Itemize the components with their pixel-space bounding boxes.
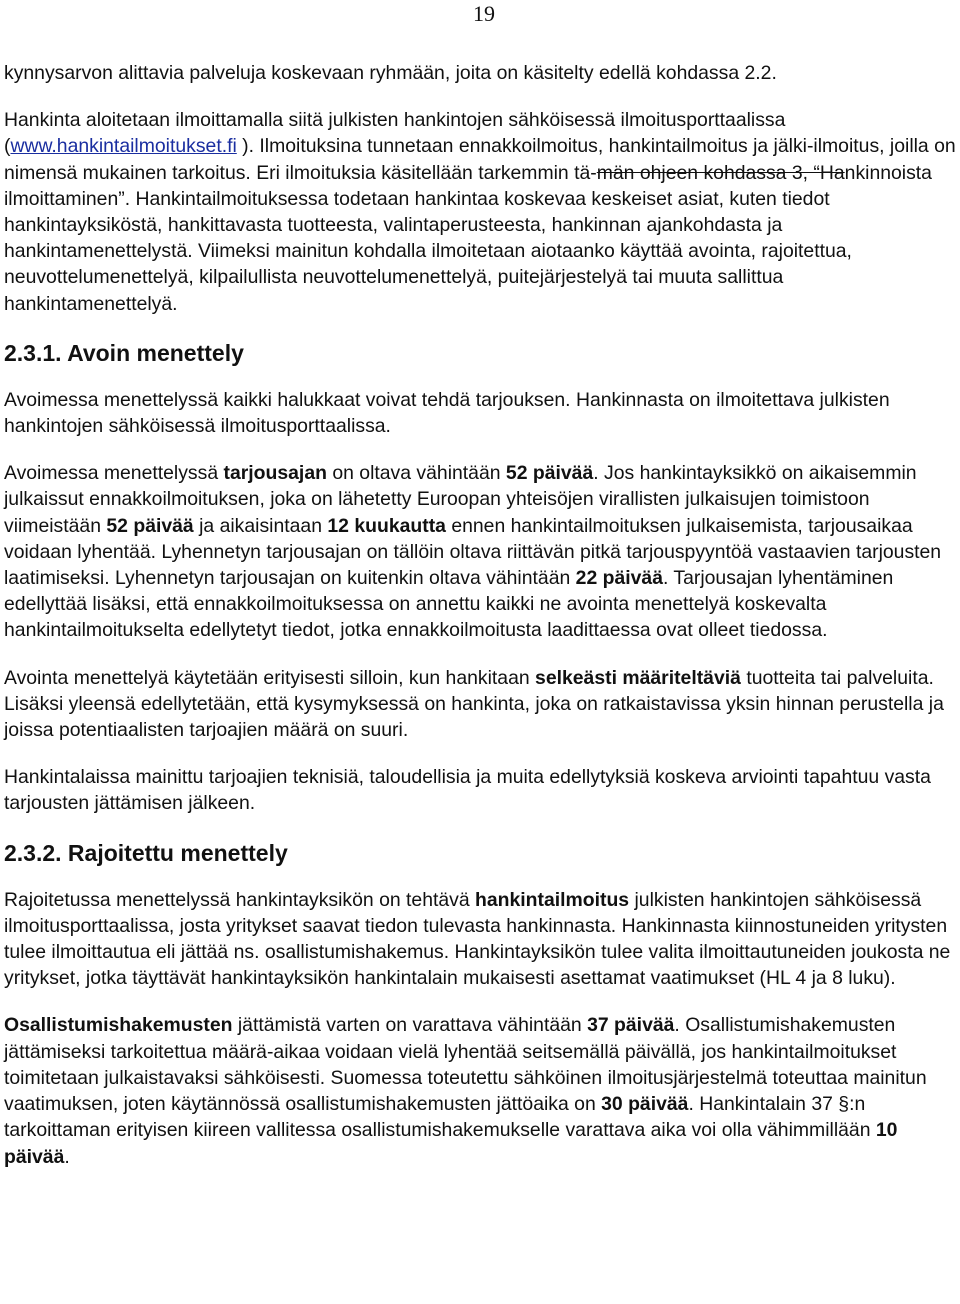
page-number: 19	[473, 1, 495, 26]
rajoitettu-p2-text: jättämistä varten on varattava vähintään	[232, 1014, 588, 1037]
rajoitettu-p2-bold: 30 päivää	[601, 1093, 689, 1116]
rajoitettu-p1-text: julkisten hankintojen sähköisessä ilmoitusporttaalissa, josta yritykset saavat tiedon tulevasta hankinnasta. Hankinnasta kiinnostuneiden yritysten tulee ilmoittautua eli jättää ns. osallistumishakemus. Hankintayksikön tulee valita ilmoittautuneiden joukosta ne yritykset, jotka täyttävät hankintayksikön hankintalain mukaisesti asettamat vaatimukset (HL 4 ja 8 luku).	[4, 888, 951, 990]
rajoitettu-paragraph-2	[4, 1012, 956, 1169]
avoin-p3-bold: selkeästi määriteltäviä	[535, 666, 741, 689]
section-heading-rajoitettu: 2.3.2. Rajoitettu menettely	[4, 839, 288, 866]
rajoitettu-p1-bold: hankintailmoitus	[475, 888, 630, 911]
avoin-p2-text: Avoimessa menettelyssä	[4, 462, 224, 485]
avoin-p3-text: Avointa menettelyä käytetään erityisesti silloin, kun hankitaan	[4, 666, 536, 689]
hankintailmoitukset-link[interactable]: www.hankintailmoitukset.fi	[10, 135, 237, 158]
avoin-paragraph-1: Avoimessa menettelyssä kaikki halukkaat voivat tehdä tarjouksen. Hankinnasta on ilmoitettava julkisten hankintojen sähköisessä ilmoitusporttaalissa.	[4, 388, 890, 438]
rajoitettu-p2-bold: Osallistumishakemusten	[4, 1014, 233, 1037]
intro-text-b: ). Ilmoituksina tunnetaan ennakkoilmoitus, hankintailmoitus ja jälki-ilmoitus, joilla on nimensä mukainen tarkoitus. Eri ilmoituksia käsitellään tarkemmin tä-	[4, 135, 956, 184]
avoin-p2-text: ja aikaisintaan	[193, 514, 328, 537]
avoin-p2-bold: 52 päivää	[505, 462, 594, 485]
avoin-paragraph-4: Hankintalaissa mainittu tarjoajien teknisiä, taloudellisia ja muita edellytyksiä koskeva arviointi tapahtuu vasta tarjousten jättämisen jälkeen.	[4, 766, 931, 815]
rajoitettu-p2-bold: 37 päivää	[587, 1014, 675, 1037]
rajoitettu-p1-text: Rajoitetussa menettelyssä hankintayksikön on tehtävä	[4, 888, 476, 911]
avoin-paragraph-2	[4, 460, 956, 643]
rajoitettu-p2-text: . Osallistumishakemusten jättämiseksi tarkoitettua määrä-aikaa voidaan vielä lyhentää seitsemällä päivällä, jos hankintailmoitukset toimitetaan julkaistavaksi sähköisesti. Suomessa toteutettu sähköinen ilmoitusjärjestelmä toteuttaa mainitun vaatimuksen, joten käytännössä osallistumishakemusten jättöaika on	[4, 1014, 927, 1116]
avoin-p2-bold: 52 päivää	[106, 514, 194, 537]
document-body	[4, 60, 956, 1170]
rajoitettu-paragraph-1	[4, 887, 956, 992]
avoin-p2-bold: tarjousajan	[223, 462, 327, 485]
avoin-p2-bold: 12 kuukautta	[327, 514, 446, 537]
rajoitettu-p2-text: . Hankintalain 37 §:n tarkoittaman erityisen kiireen vallitessa osallistumishakemukselle varattava aika voi olla vähimmillään	[4, 1093, 876, 1142]
intro-paragraph	[4, 107, 956, 317]
rajoitettu-p2-bold: 10 päivää	[4, 1119, 898, 1168]
intro-text-a: Hankinta aloitetaan ilmoittamalla siitä julkisten hankintojen sähköisessä ilmoitusporttaalissa (	[4, 109, 786, 158]
section-heading-avoin: 2.3.1. Avoin menettely	[4, 339, 244, 366]
avoin-p2-text: . Jos hankintayksikkö on aikaisemmin julkaissut ennakkoilmoituksen, joka on lähetetty Euroopan yhteisöjen virallisten julkaisujen toimistoon viimeistään	[4, 462, 917, 537]
intro-text-c: nkinnoista ilmoittaminen”. Hankintailmoituksessa todetaan hankintaa koskevaa keskeiset asiat, kuten tiedot hankintayksiköstä, hankittavasta tuotteesta, valintaperusteesta, hankinnan ajankohdasta ja hankintamenettelystä. Viimeksi mainitun kohdalla ilmoitetaan aiotaanko käyttää avointa, rajoitettua, neuvottelumenettelyä, kilpailullista neuvottelumenettelyä, puitejärjestelyä tai muuta sallittua hankintamenettelyä.	[4, 161, 932, 315]
avoin-p2-text: on oltava vähintään	[326, 462, 506, 485]
rajoitettu-p2-text: .	[64, 1145, 70, 1168]
avoin-p2-text: . Tarjousajan lyhentäminen edellyttää lisäksi, että ennakkoilmoituksessa on annettu kaikki ne avointa menettelyä koskevalta hankintailmoitukselta edellytetyt tiedot, jotka ennakkoilmoitusta laadittaessa ovat olleet tiedossa.	[4, 567, 894, 642]
avoin-paragraph-3	[4, 665, 956, 744]
avoin-p3-text: tuotteita tai palveluita. Lisäksi yleensä edellytetään, että kysymyksessä on hankinta, joka on ratkaistavissa yksin hinnan perustella ja joissa potentiaalisten tarjoajien määrä on suuri.	[4, 666, 944, 742]
avoin-p2-bold: 22 päivää	[575, 567, 663, 590]
intro-struck-text: män ohjeen kohdassa 3, “Ha	[596, 161, 845, 184]
intro-continuation: kynnysarvon alittavia palveluja koskevaan ryhmään, joita on käsitelty edellä kohdassa 2.2.	[4, 62, 777, 84]
avoin-p2-text: ennen hankintailmoituksen julkaisemista, tarjousaikaa voidaan lyhentää. Lyhennetyn tarjousajan on tällöin oltava riittävän pitkä tarjouspyyntöä vastaavien tarjousten laatimiseksi. Lyhennetyn tarjousajan on kuitenkin oltava vähintään	[4, 514, 942, 590]
